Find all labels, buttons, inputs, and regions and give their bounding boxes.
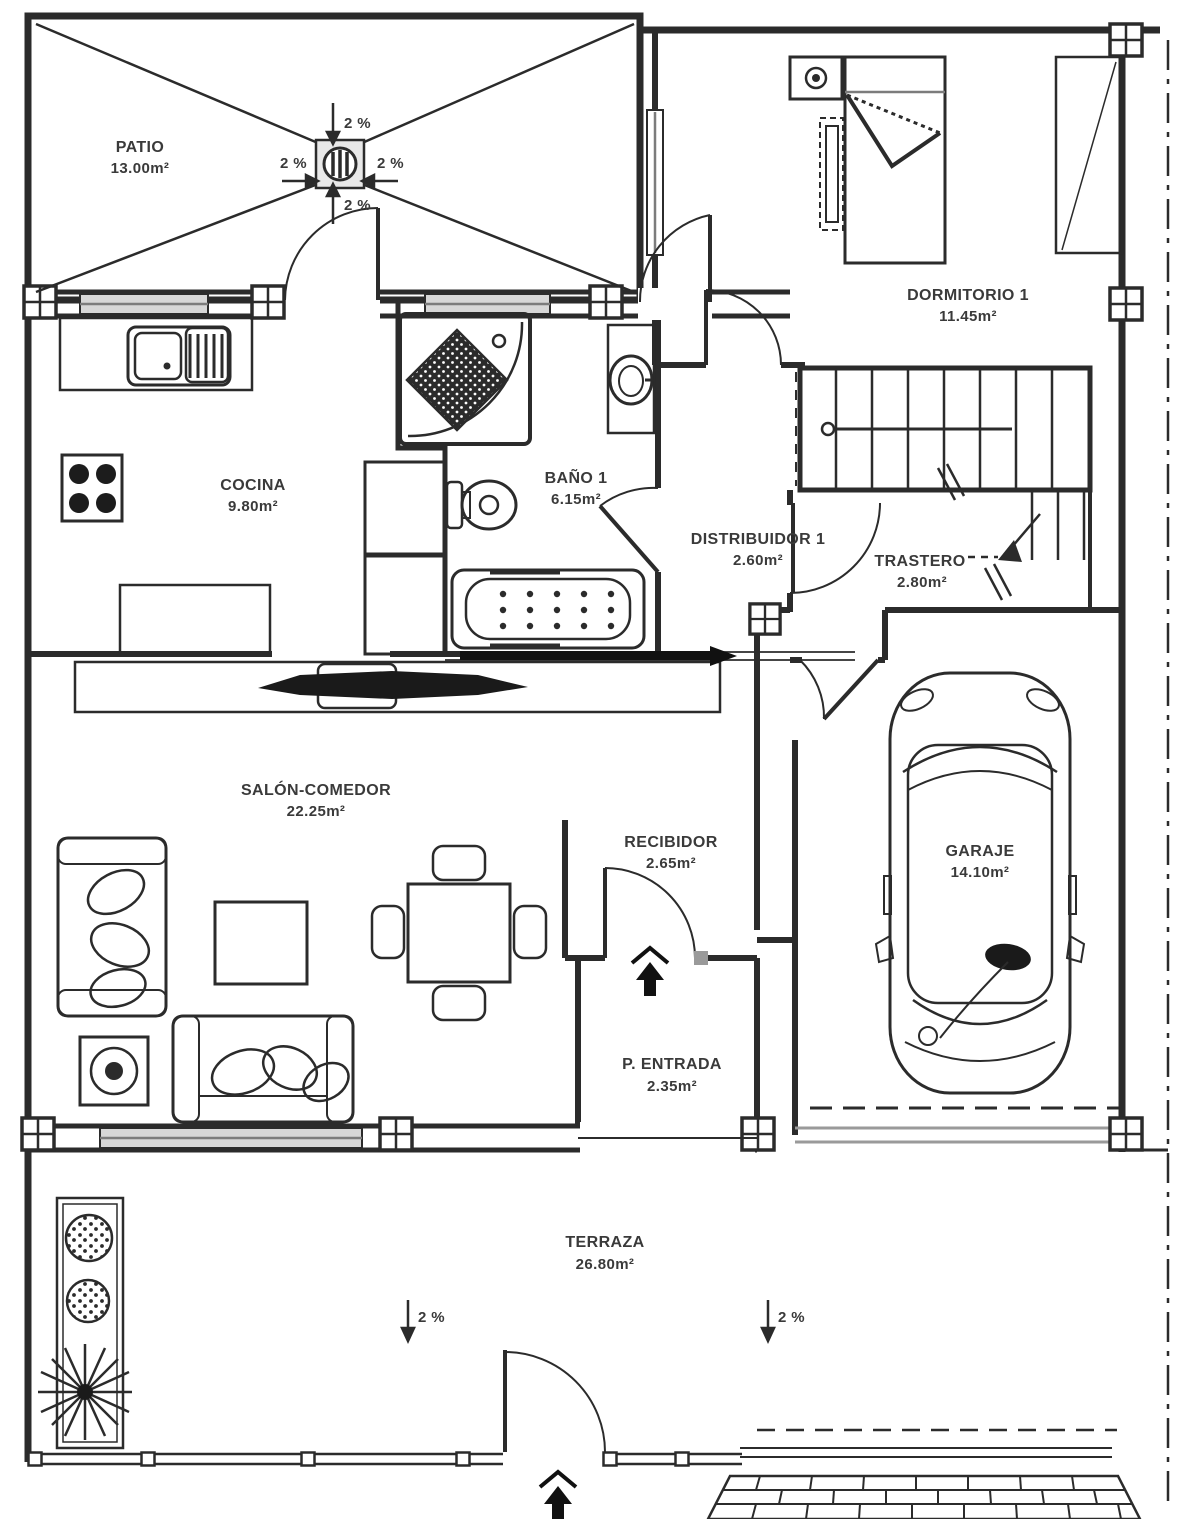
room-area-salon: 22.25m² bbox=[286, 803, 346, 820]
pillar-icon bbox=[1110, 288, 1142, 320]
entrance-arrow-icon bbox=[632, 948, 668, 996]
dormitorio-door bbox=[706, 290, 781, 365]
washbasin-icon bbox=[608, 325, 654, 433]
room-area-distribuidor1: 2.60m² bbox=[733, 552, 783, 569]
room-area-recibidor: 2.65m² bbox=[646, 855, 696, 872]
windows bbox=[80, 110, 1122, 1148]
brick-ramp-icon bbox=[708, 1476, 1140, 1519]
fence-post bbox=[302, 1453, 315, 1466]
room-label-trastero: TRASTERO bbox=[874, 553, 966, 570]
garage-sill bbox=[795, 1128, 1122, 1142]
bush-icon bbox=[66, 1215, 112, 1261]
room-label-recibidor: RECIBIDOR bbox=[624, 834, 718, 851]
kitchen-peninsula bbox=[120, 585, 270, 653]
sofa-icon bbox=[173, 1016, 355, 1122]
patio-detail bbox=[36, 24, 634, 292]
kitchen-sink-icon bbox=[60, 318, 252, 390]
fence-post bbox=[457, 1453, 470, 1466]
fence-post bbox=[142, 1453, 155, 1466]
slope-label: 2 % bbox=[418, 1309, 446, 1326]
bedside-rug-icon bbox=[820, 118, 843, 230]
fence-post bbox=[676, 1453, 689, 1466]
room-label-dormitorio1: DORMITORIO 1 bbox=[907, 287, 1029, 304]
room-label-distribuidor1: DISTRIBUIDOR 1 bbox=[690, 531, 826, 548]
coffee-table-icon bbox=[215, 902, 307, 984]
pillar-icon bbox=[742, 1118, 774, 1150]
stove-icon bbox=[62, 455, 122, 521]
room-area-garaje: 14.10m² bbox=[950, 864, 1010, 881]
dining-table-icon bbox=[372, 846, 546, 1020]
patio-kitchen-door bbox=[285, 208, 378, 300]
room-area-terraza: 26.80m² bbox=[575, 1256, 635, 1273]
gate-door bbox=[505, 1350, 605, 1452]
room-area-entrada: 2.35m² bbox=[647, 1078, 697, 1095]
wardrobe-icon bbox=[1056, 57, 1122, 253]
pillar-icon bbox=[252, 286, 284, 318]
patio-window-1 bbox=[80, 294, 208, 314]
fence bbox=[28, 1454, 742, 1464]
pillar-icon bbox=[1110, 1118, 1142, 1150]
slope-label: 2 % bbox=[344, 115, 372, 132]
gate-arrow-icon bbox=[540, 1472, 576, 1519]
dormitorio-patio-window bbox=[647, 110, 663, 255]
side-table-icon bbox=[80, 1037, 148, 1105]
bush-icon bbox=[67, 1280, 109, 1322]
trastero-door bbox=[790, 503, 880, 593]
bedroom-furniture bbox=[790, 57, 1122, 263]
bathtub-icon bbox=[452, 570, 644, 648]
room-area-patio: 13.00m² bbox=[110, 160, 170, 177]
planter-icon bbox=[38, 1198, 132, 1448]
pillar-icon bbox=[22, 1118, 54, 1150]
spiky-plant-icon bbox=[38, 1344, 132, 1440]
slope-label: 2 % bbox=[280, 155, 308, 172]
terrace-features bbox=[28, 1138, 1140, 1519]
room-area-bano1: 6.15m² bbox=[551, 491, 601, 508]
room-labels bbox=[111, 139, 1029, 1273]
salon-furniture bbox=[58, 646, 855, 1122]
bano-door bbox=[600, 488, 658, 572]
room-label-entrada: P. ENTRADA bbox=[622, 1056, 722, 1073]
slope-label: 2 % bbox=[377, 155, 405, 172]
room-area-dormitorio1: 11.45m² bbox=[939, 308, 997, 325]
terrace-slope-arrows bbox=[402, 1300, 774, 1341]
pillar-icon bbox=[1110, 24, 1142, 56]
room-area-cocina: 9.80m² bbox=[228, 498, 278, 515]
armchair-icon bbox=[58, 838, 166, 1016]
salon-window bbox=[100, 1128, 362, 1148]
pillar-icon bbox=[590, 286, 622, 318]
slope-label: 2 % bbox=[344, 197, 372, 214]
slope-label: 2 % bbox=[778, 1309, 806, 1326]
pillar-icon bbox=[380, 1118, 412, 1150]
fridge-cabinet-icon bbox=[365, 462, 445, 654]
driveway bbox=[740, 1430, 1117, 1457]
room-label-garaje: GARAJE bbox=[945, 843, 1015, 860]
shower-icon bbox=[400, 314, 530, 444]
bed-icon bbox=[845, 57, 945, 263]
room-label-terraza: TERRAZA bbox=[565, 1234, 645, 1251]
room-label-cocina: COCINA bbox=[220, 477, 286, 494]
car-icon bbox=[876, 673, 1084, 1093]
nightstand-icon bbox=[790, 57, 842, 99]
patio-window-2 bbox=[425, 294, 550, 314]
fence-post bbox=[604, 1453, 617, 1466]
room-label-bano1: BAÑO 1 bbox=[544, 470, 608, 487]
bathroom-fixtures bbox=[400, 314, 654, 648]
pillar-icon bbox=[750, 604, 780, 634]
fence-post bbox=[29, 1453, 42, 1466]
garage-door bbox=[800, 660, 878, 719]
pillars bbox=[22, 24, 1142, 1150]
room-area-trastero: 2.80m² bbox=[897, 574, 947, 591]
room-label-patio: PATIO bbox=[115, 139, 165, 156]
toilet-icon bbox=[447, 481, 516, 529]
drain-icon bbox=[316, 140, 364, 188]
entrance-door bbox=[605, 868, 708, 965]
room-label-salon: SALÓN-COMEDOR bbox=[240, 782, 392, 799]
